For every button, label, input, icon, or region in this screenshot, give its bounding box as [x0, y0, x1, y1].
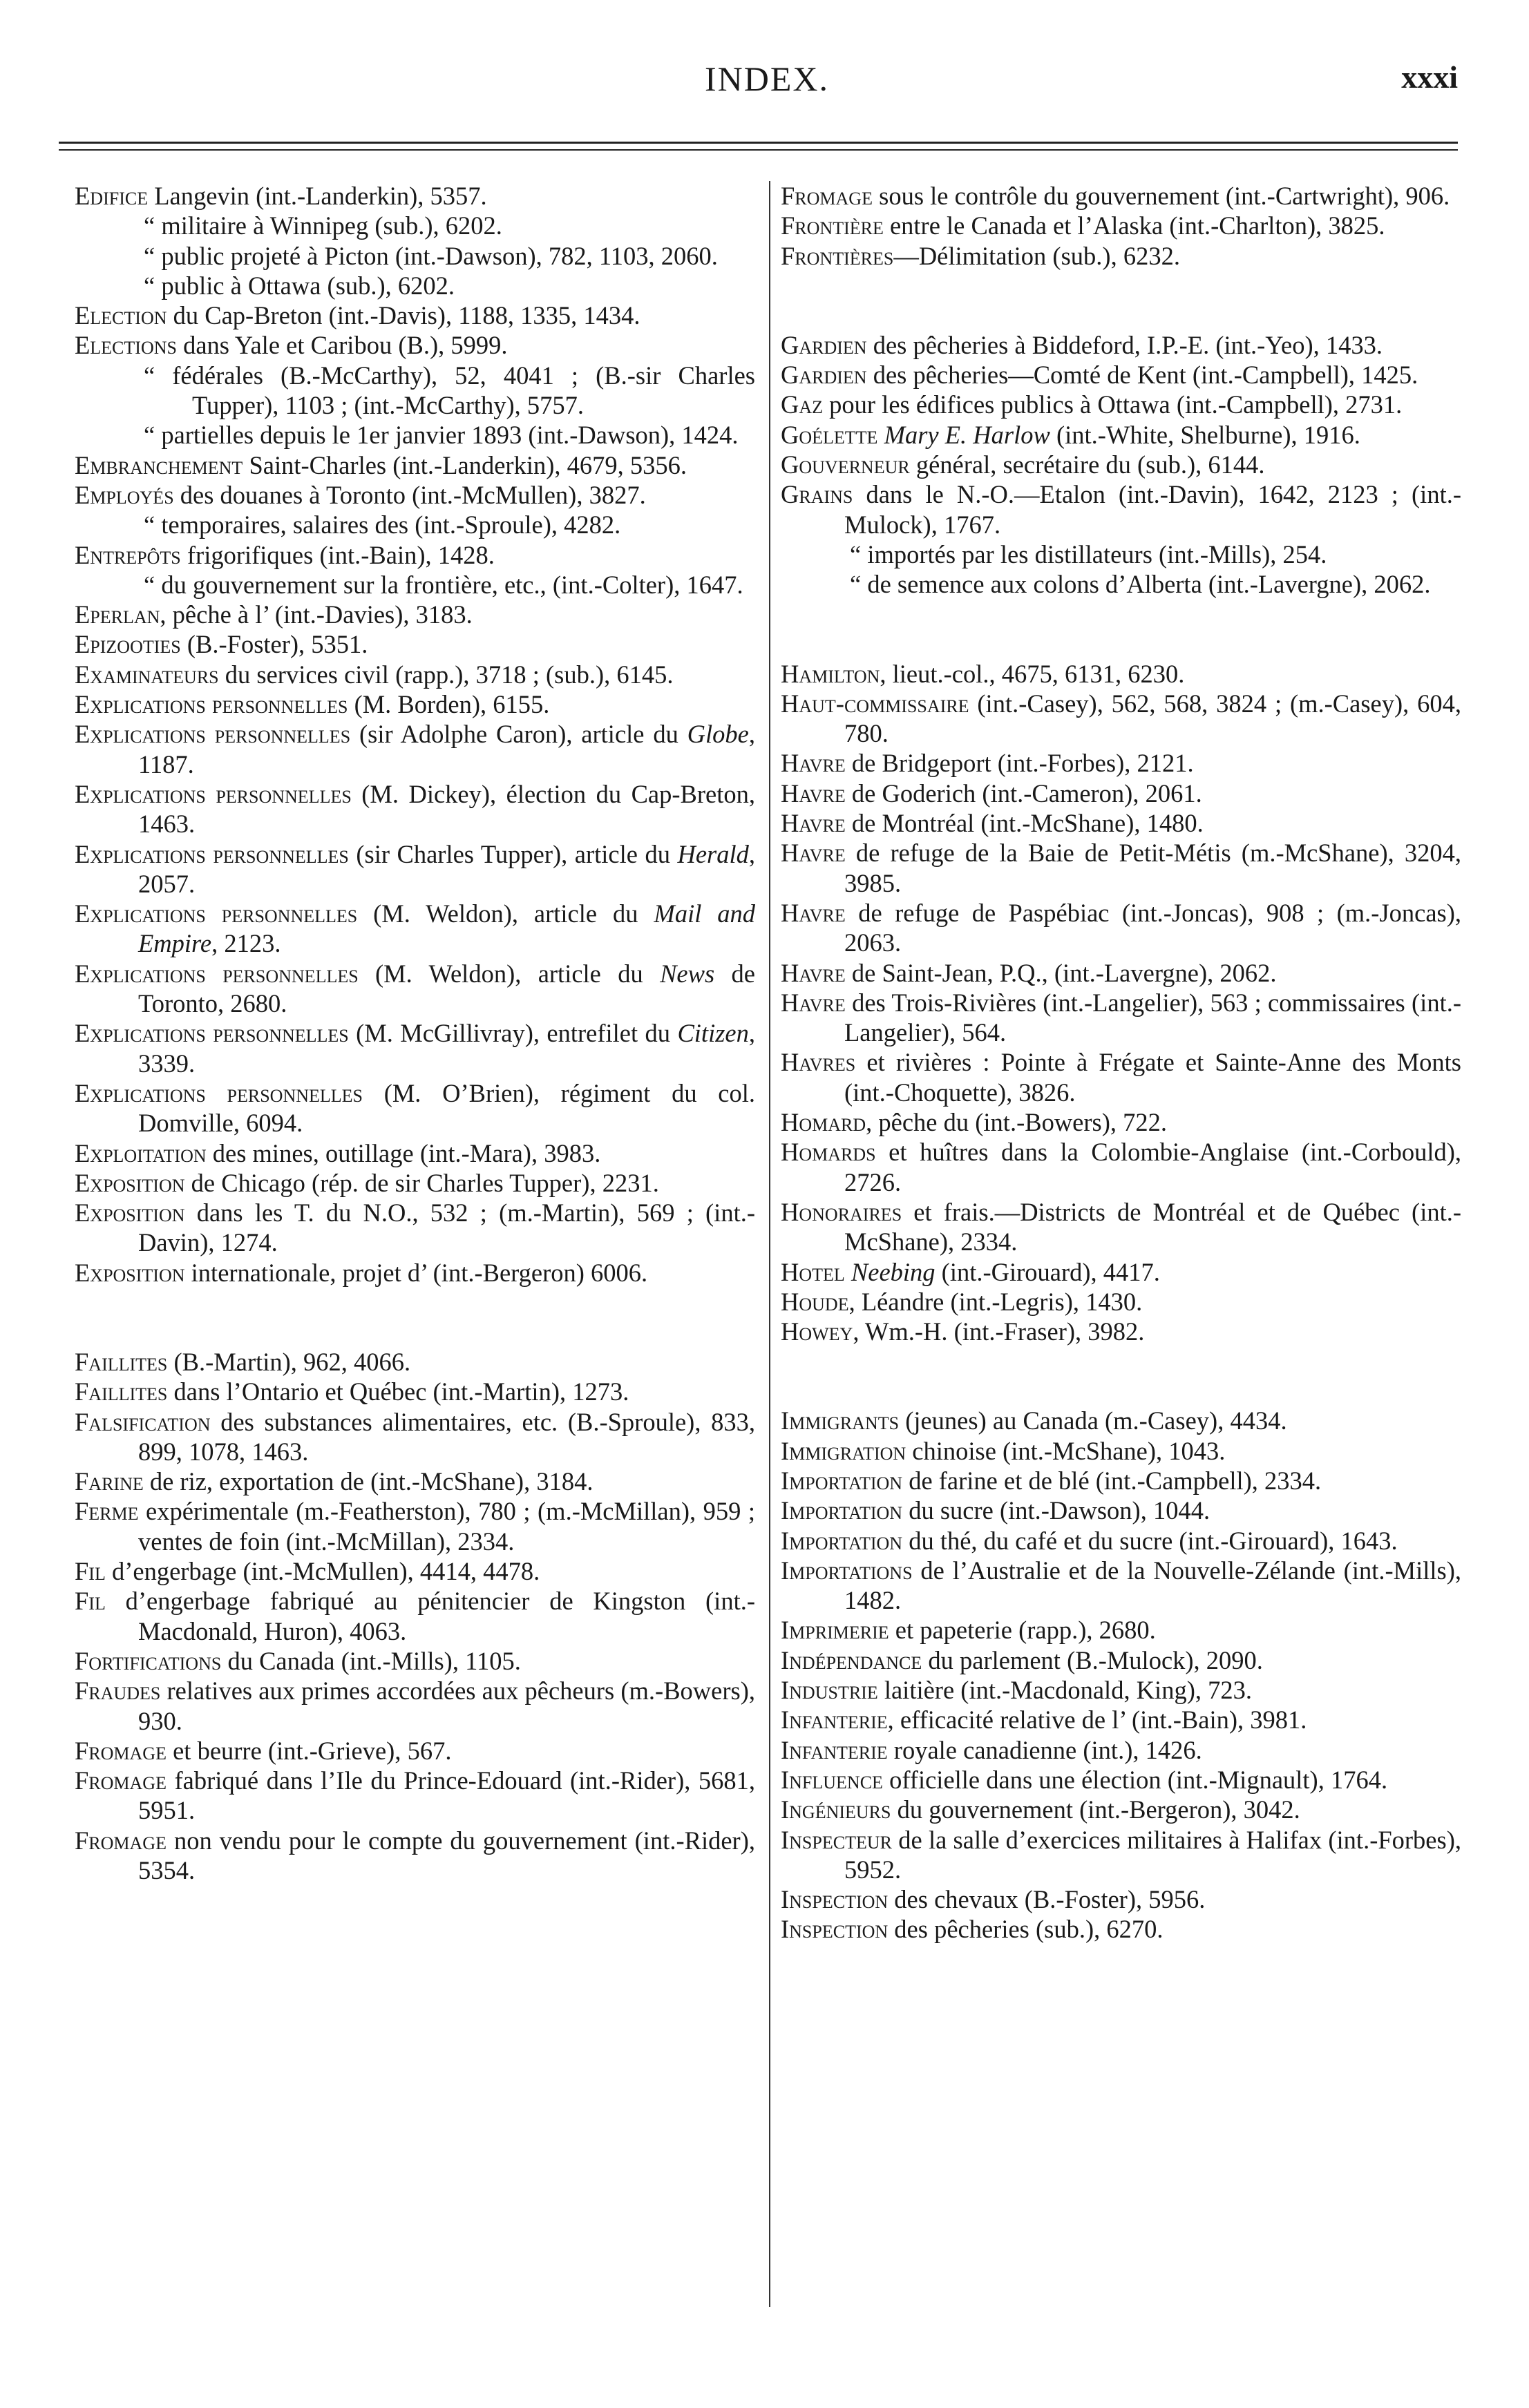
entry-text: (M. O’Brien), régiment du col. Domville, 6094. — [138, 1078, 755, 1138]
ditto-mark: “ — [144, 241, 155, 270]
entry-heading: Inspection — [781, 1915, 889, 1944]
entry-text: dans les T. du N.O., 532 ; (m.-Martin), 569 ; (int.-Davin), 1274. — [138, 1198, 755, 1257]
entry-heading: Fromage — [75, 1736, 167, 1765]
index-entry — [781, 778, 1461, 808]
entry-heading: Elections — [75, 331, 177, 360]
entry-heading: Hotel — [781, 1257, 845, 1286]
page-number: xxxi — [1401, 59, 1458, 95]
index-entry — [781, 420, 1461, 450]
index-column-right — [781, 181, 1461, 1944]
entry-text-tail: (int.-Girouard), 4417. — [935, 1257, 1160, 1286]
entry-heading: Infanterie — [781, 1735, 888, 1764]
index-entry — [75, 1676, 755, 1736]
entry-text: de Montréal (int.-McShane), 1480. — [845, 809, 1204, 838]
entry-heading: Gardien — [781, 361, 867, 390]
entry-text: d’engerbage (int.-McMullen), 4414, 4478. — [105, 1557, 540, 1586]
entry-text: du parlement (B.-Mulock), 2090. — [922, 1645, 1263, 1674]
index-entry — [75, 660, 755, 689]
index-entry — [781, 748, 1461, 778]
index-entry — [75, 1198, 755, 1258]
entry-heading: Explications personnelles — [75, 959, 359, 988]
entry-italic-title: Herald — [677, 839, 749, 868]
entry-text: de Saint-Jean, P.Q., (int.-Lavergne), 2062. — [845, 958, 1277, 987]
entry-text: du Cap-Breton (int.-Davis), 1188, 1335, 1434. — [167, 301, 640, 330]
entry-heading: Ingénieurs — [781, 1795, 891, 1824]
index-entry — [781, 1765, 1461, 1795]
ditto-mark: “ — [144, 570, 155, 599]
entry-heading: Homard — [781, 1108, 866, 1137]
index-entry — [781, 808, 1461, 838]
entry-text: dans Yale et Caribou (B.), 5999. — [176, 331, 508, 360]
entry-text: , efficacité relative de l’ (int.-Bain), 3981. — [887, 1705, 1307, 1735]
index-entry — [781, 838, 1461, 898]
entry-text: fédérales (B.-McCarthy), 52, 4041 ; (B.-sir Charles Tupper), 1103 ; (int.-McCarthy), 5757. — [155, 361, 755, 420]
entry-text: (B.-Foster), 5351. — [180, 630, 368, 659]
entry-heading: Inspection — [781, 1885, 889, 1914]
entry-italic-title: Citizen — [677, 1019, 749, 1048]
page-title: INDEX. — [704, 59, 830, 98]
index-entry — [781, 689, 1461, 749]
entry-heading: Frontière — [781, 211, 884, 240]
entry-heading: Influence — [781, 1765, 883, 1794]
index-entry — [781, 1047, 1461, 1107]
entry-heading: Examinateurs — [75, 660, 219, 689]
index-entry — [75, 719, 755, 779]
index-entry — [781, 1257, 1461, 1287]
entry-text: des pêcheries—Comté de Kent (int.-Campbell), 1425. — [866, 361, 1418, 390]
section-gap — [781, 271, 1461, 330]
entry-text: et rivières : Pointe à Frégate et Sainte-Anne des Monts (int.-Choquette), 3826. — [844, 1048, 1461, 1107]
entry-heading: Explications personnelles — [75, 899, 358, 928]
entry-heading: Gouverneur — [781, 450, 910, 479]
index-entry — [781, 1735, 1461, 1765]
ditto-mark: “ — [144, 271, 155, 300]
index-entry — [75, 181, 755, 211]
ditto-mark: “ — [144, 211, 155, 240]
entry-text: (M. Dickey), élection du Cap-Breton, 1463. — [138, 779, 755, 839]
index-column-left — [75, 181, 755, 1885]
entry-heading: Epizooties — [75, 630, 181, 659]
index-entry — [781, 1406, 1461, 1435]
entry-text: du gouvernement sur la frontière, etc., (int.-Colter), 1647. — [155, 570, 743, 599]
entry-text: de refuge de la Baie de Petit-Métis (m.-McShane), 3204, 3985. — [844, 839, 1461, 897]
index-entry — [75, 1766, 755, 1826]
entry-text: dans l’Ontario et Québec (int.-Martin), 1273. — [167, 1377, 629, 1406]
entry-text: (M. Borden), 6155. — [348, 690, 550, 719]
index-subentry — [781, 539, 1461, 569]
entry-heading: Importations — [781, 1556, 913, 1585]
entry-heading: Havre — [781, 809, 846, 838]
entry-heading: Importation — [781, 1496, 903, 1525]
index-entry — [75, 1586, 755, 1646]
entry-heading: Employés — [75, 480, 174, 509]
section-gap — [781, 1346, 1461, 1406]
entry-text: sous le contrôle du gouvernement (int.-Cartwright), 906. — [872, 182, 1450, 210]
section-gap — [75, 1288, 755, 1347]
index-entry — [75, 629, 755, 659]
entry-heading: Frontières — [781, 241, 894, 270]
header-rule-thin — [59, 149, 1458, 151]
section-gap — [781, 600, 1461, 659]
index-entry — [75, 959, 755, 1019]
index-entry — [781, 1466, 1461, 1496]
entry-text: et papeterie (rapp.), 2680. — [889, 1616, 1156, 1645]
index-entry — [781, 1287, 1461, 1317]
index-entry — [781, 1107, 1461, 1137]
entry-heading: Houde — [781, 1287, 849, 1316]
entry-heading: Fromage — [781, 182, 873, 210]
index-subentry — [75, 361, 755, 421]
index-entry — [781, 1884, 1461, 1914]
entry-text: public projeté à Picton (int.-Dawson), 782, 1103, 2060. — [155, 241, 718, 270]
index-entry — [781, 1436, 1461, 1466]
index-entry — [781, 390, 1461, 419]
entry-text: et frais.—Districts de Montréal et de Québec (int.-McShane), 2334. — [844, 1197, 1461, 1256]
entry-text: (M. Weldon), article du — [358, 959, 661, 988]
entry-heading: Embranchement — [75, 450, 243, 479]
entry-italic-title: Mary E. Harlow — [884, 420, 1050, 449]
entry-text: laitière (int.-Macdonald, King), 723. — [877, 1676, 1252, 1705]
ditto-mark: “ — [850, 539, 862, 568]
entry-text: militaire à Winnipeg (sub.), 6202. — [155, 211, 502, 240]
entry-heading: Exposition — [75, 1198, 185, 1227]
entry-italic-title: News — [660, 959, 715, 988]
entry-heading: Homards — [781, 1138, 876, 1167]
header-rule — [59, 142, 1458, 144]
entry-text: pour les édifices publics à Ottawa (int.-Campbell), 2731. — [823, 390, 1403, 419]
index-entry — [781, 1496, 1461, 1525]
index-entry — [781, 330, 1461, 360]
index-entry — [781, 1556, 1461, 1616]
entry-text: des douanes à Toronto (int.-McMullen), 3827. — [173, 480, 646, 509]
entry-text: (M. Weldon), article du — [357, 899, 654, 928]
index-entry — [781, 1914, 1461, 1944]
entry-heading: Gaz — [781, 390, 824, 419]
entry-heading: Industrie — [781, 1676, 878, 1705]
index-entry — [75, 450, 755, 480]
ditto-mark: “ — [144, 361, 155, 390]
entry-text: de Bridgeport (int.-Forbes), 2121. — [845, 749, 1194, 778]
index-entry — [75, 1347, 755, 1377]
index-entry — [781, 211, 1461, 240]
index-entry — [75, 1258, 755, 1288]
index-entry — [781, 360, 1461, 390]
entry-heading: Farine — [75, 1467, 144, 1496]
entry-heading: Haut-commissaire — [781, 689, 969, 718]
index-subentry — [75, 510, 755, 539]
entry-text: et huîtres dans la Colombie-Anglaise (int.-Corbould), 2726. — [844, 1138, 1461, 1196]
entry-heading: Havre — [781, 958, 846, 987]
index-entry — [781, 1795, 1461, 1824]
entry-text — [845, 1258, 851, 1286]
index-entry — [75, 1496, 755, 1556]
entry-text: Saint-Charles (int.-Landerkin), 4679, 5356. — [243, 450, 687, 479]
entry-text: , pêche du (int.-Bowers), 722. — [866, 1108, 1168, 1137]
index-entry — [75, 1556, 755, 1586]
entry-heading: Immigration — [781, 1436, 906, 1465]
entry-text: frigorifiques (int.-Bain), 1428. — [180, 540, 495, 569]
entry-text: , pêche à l’ (int.-Davies), 3183. — [160, 600, 473, 629]
entry-heading: Exposition — [75, 1258, 185, 1287]
entry-text-tail: de Toronto, 2680. — [138, 959, 755, 1018]
index-subentry — [75, 241, 755, 271]
index-entry — [75, 779, 755, 839]
ditto-mark: “ — [144, 421, 155, 450]
index-subentry — [75, 420, 755, 450]
entry-heading: Exploitation — [75, 1138, 207, 1167]
entry-text-tail: , 2057. — [138, 839, 755, 898]
entry-heading: Gardien — [781, 330, 867, 359]
entry-text — [877, 421, 884, 449]
entry-heading: Explications personnelles — [75, 839, 349, 868]
entry-text: de Goderich (int.-Cameron), 2061. — [845, 778, 1202, 808]
entry-heading: Immigrants — [781, 1406, 900, 1435]
column-divider — [769, 181, 770, 2307]
entry-text: de la salle d’exercices militaires à Halifax (int.-Forbes), 5952. — [844, 1825, 1461, 1884]
entry-text: des chevaux (B.-Foster), 5956. — [888, 1885, 1206, 1914]
entry-heading: Honoraires — [781, 1197, 902, 1226]
entry-text: des pêcheries à Biddeford, I.P.-E. (int.-Yeo), 1433. — [866, 330, 1383, 359]
index-entry — [75, 330, 755, 360]
entry-heading: Havre — [781, 898, 846, 927]
entry-text: des pêcheries (sub.), 6270. — [888, 1915, 1164, 1944]
entry-heading: Explications personnelles — [75, 690, 348, 719]
entry-text: des mines, outillage (int.-Mara), 3983. — [206, 1138, 601, 1167]
index-entry — [781, 479, 1461, 539]
entry-text: public à Ottawa (sub.), 6202. — [155, 271, 455, 300]
index-entry — [781, 241, 1461, 271]
entry-text: de semence aux colons d’Alberta (int.-Lavergne), 2062. — [861, 570, 1431, 599]
index-entry — [75, 689, 755, 719]
index-entry — [75, 1736, 755, 1766]
entry-heading: Havres — [781, 1048, 856, 1077]
entry-heading: Fraudes — [75, 1676, 161, 1705]
entry-text: du sucre (int.-Dawson), 1044. — [902, 1496, 1210, 1525]
entry-text: de farine et de blé (int.-Campbell), 2334. — [902, 1466, 1322, 1495]
entry-text: (jeunes) au Canada (m.-Casey), 4434. — [899, 1406, 1287, 1435]
entry-text: de refuge de Paspébiac (int.-Joncas), 908 ; (m.-Joncas), 2063. — [844, 898, 1461, 957]
entry-heading: Entrepôts — [75, 540, 181, 569]
index-entry — [781, 450, 1461, 479]
ditto-mark: “ — [144, 510, 155, 539]
index-entry — [781, 1825, 1461, 1885]
entry-text: d’engerbage fabriqué au pénitencier de Kingston (int.-Macdonald, Huron), 4063. — [105, 1587, 755, 1645]
entry-text: (B.-Martin), 962, 4066. — [167, 1347, 411, 1376]
entry-heading: Explications personnelles — [75, 779, 352, 808]
entry-text: partielles depuis le 1er janvier 1893 (int.-Dawson), 1424. — [155, 421, 739, 450]
index-entry — [75, 480, 755, 510]
index-entry — [75, 1466, 755, 1496]
entry-text: —Délimitation (sub.), 6232. — [893, 241, 1180, 270]
entry-text: entre le Canada et l’Alaska (int.-Charlton), 3825. — [883, 211, 1385, 240]
entry-heading: Hamilton — [781, 659, 880, 688]
entry-text: importés par les distillateurs (int.-Mills), 254. — [861, 539, 1327, 568]
index-entry — [75, 540, 755, 570]
entry-heading: Faillites — [75, 1347, 168, 1376]
index-subentry — [75, 570, 755, 600]
index-entry — [781, 1705, 1461, 1735]
entry-heading: Eperlan — [75, 600, 160, 629]
entry-text-tail: , 3339. — [138, 1019, 755, 1078]
entry-heading: Inspecteur — [781, 1825, 892, 1854]
entry-text-tail: , 2123. — [211, 929, 281, 958]
entry-text: du gouvernement (int.-Bergeron), 3042. — [891, 1795, 1300, 1824]
entry-heading: Fil — [75, 1587, 106, 1616]
entry-heading: Explications personnelles — [75, 1078, 363, 1107]
entry-text: de riz, exportation de (int.-McShane), 3184. — [143, 1467, 593, 1496]
entry-text: non vendu pour le compte du gouvernement (int.-Rider), 5354. — [138, 1826, 755, 1885]
entry-heading: Explications personnelles — [75, 1019, 349, 1048]
index-entry — [75, 899, 755, 959]
entry-heading: Fromage — [75, 1826, 167, 1855]
entry-heading: Indépendance — [781, 1645, 922, 1674]
entry-heading: Infanterie — [781, 1705, 888, 1735]
entry-text: des substances alimentaires, etc. (B.-Sproule), 833, 899, 1078, 1463. — [138, 1407, 755, 1466]
entry-italic-title: Neebing — [851, 1257, 936, 1286]
index-entry — [781, 958, 1461, 988]
index-subentry — [781, 569, 1461, 599]
entry-text: et beurre (int.-Grieve), 567. — [166, 1736, 452, 1765]
entry-heading: Havre — [781, 778, 846, 808]
index-entry — [75, 1646, 755, 1676]
entry-text: de Chicago (rép. de sir Charles Tupper), 2231. — [184, 1168, 659, 1197]
entry-text: (sir Adolphe Caron), article du — [350, 720, 687, 749]
entry-text: expérimentale (m.-Featherston), 780 ; (m.-McMillan), 959 ; ventes de foin (int.-McMillan), 2334. — [138, 1497, 755, 1556]
entry-text: officielle dans une élection (int.-Mignault), 1764. — [882, 1765, 1388, 1794]
entry-heading: Faillites — [75, 1377, 168, 1406]
ditto-mark: “ — [850, 570, 862, 599]
entry-text: internationale, projet d’ (int.-Bergeron) 6006. — [184, 1258, 648, 1287]
index-entry — [781, 1197, 1461, 1257]
entry-text: Langevin (int.-Landerkin), 5357. — [148, 182, 487, 210]
index-subentry — [75, 271, 755, 300]
index-entry — [75, 1138, 755, 1168]
entry-text: des Trois-Rivières (int.-Langelier), 563 ; commissaires (int.-Langelier), 564. — [844, 988, 1461, 1047]
entry-heading: Fromage — [75, 1766, 167, 1795]
entry-heading: Election — [75, 301, 167, 330]
entry-text: dans le N.-O.—Etalon (int.-Davin), 1642, 2123 ; (int.-Mulock), 1767. — [844, 480, 1461, 539]
entry-text: (M. McGillivray), entrefilet du — [348, 1019, 678, 1048]
index-entry — [75, 1826, 755, 1886]
entry-text: du thé, du café et du sucre (int.-Girouard), 1643. — [902, 1526, 1398, 1555]
entry-heading: Ferme — [75, 1497, 139, 1526]
entry-heading: Imprimerie — [781, 1616, 889, 1645]
entry-heading: Howey — [781, 1317, 853, 1346]
index-entry — [781, 1615, 1461, 1645]
entry-text: , Léandre (int.-Legris), 1430. — [848, 1287, 1143, 1316]
entry-heading: Exposition — [75, 1168, 185, 1197]
entry-heading: Explications personnelles — [75, 720, 351, 749]
index-entry — [781, 1526, 1461, 1556]
index-entry — [781, 181, 1461, 211]
index-entry — [781, 898, 1461, 958]
index-entry — [781, 1645, 1461, 1675]
entry-heading: Falsification — [75, 1407, 211, 1436]
index-entry — [75, 300, 755, 330]
index-entry — [75, 1407, 755, 1467]
entry-heading: Havre — [781, 988, 846, 1017]
entry-text: fabriqué dans l’Ile du Prince-Edouard (int.-Rider), 5681, 5951. — [138, 1766, 755, 1825]
index-entry — [75, 1168, 755, 1198]
index-entry — [75, 1018, 755, 1078]
page-header — [76, 59, 1458, 114]
index-entry — [75, 600, 755, 629]
index-entry — [781, 1137, 1461, 1197]
entry-text: de l’Australie et de la Nouvelle-Zélande (int.-Mills), 1482. — [844, 1556, 1461, 1615]
entry-text: du services civil (rapp.), 3718 ; (sub.), 6145. — [218, 660, 674, 689]
index-entry — [781, 988, 1461, 1048]
entry-text: , Wm.-H. (int.-Fraser), 3982. — [853, 1317, 1145, 1346]
entry-text: royale canadienne (int.), 1426. — [887, 1735, 1202, 1764]
entry-heading: Importation — [781, 1526, 903, 1555]
entry-text: (int.-Casey), 562, 568, 3824 ; (m.-Casey), 604, 780. — [844, 689, 1461, 748]
index-entry — [75, 1377, 755, 1406]
entry-heading: Havre — [781, 749, 846, 778]
entry-heading: Importation — [781, 1466, 903, 1495]
entry-text: chinoise (int.-McShane), 1043. — [906, 1436, 1226, 1465]
entry-heading: Goélette — [781, 420, 878, 449]
entry-heading: Fortifications — [75, 1646, 222, 1675]
entry-text: (sir Charles Tupper), article du — [348, 839, 678, 868]
entry-italic-title: Mail and Empire — [138, 899, 756, 958]
index-entry — [781, 659, 1461, 689]
index-entry — [75, 839, 755, 899]
entry-text: , lieut.-col., 4675, 6131, 6230. — [880, 659, 1185, 688]
index-entry — [75, 1078, 755, 1138]
entry-text: temporaires, salaires des (int.-Sproule), 4282. — [155, 510, 621, 539]
entry-heading: Havre — [781, 839, 846, 868]
entry-italic-title: Globe — [687, 720, 749, 749]
index-subentry — [75, 211, 755, 240]
entry-text: du Canada (int.-Mills), 1105. — [221, 1646, 521, 1675]
entry-text: général, secrétaire du (sub.), 6144. — [909, 450, 1265, 479]
entry-text-tail: , 1187. — [138, 720, 755, 778]
index-entry — [781, 1317, 1461, 1346]
entry-text: relatives aux primes accordées aux pêcheurs (m.-Bowers), 930. — [138, 1676, 755, 1735]
entry-heading: Grains — [781, 480, 853, 509]
entry-text-tail: (int.-White, Shelburne), 1916. — [1050, 420, 1360, 449]
entry-heading: Fil — [75, 1557, 106, 1586]
entry-heading: Edifice — [75, 182, 149, 210]
index-entry — [781, 1675, 1461, 1705]
